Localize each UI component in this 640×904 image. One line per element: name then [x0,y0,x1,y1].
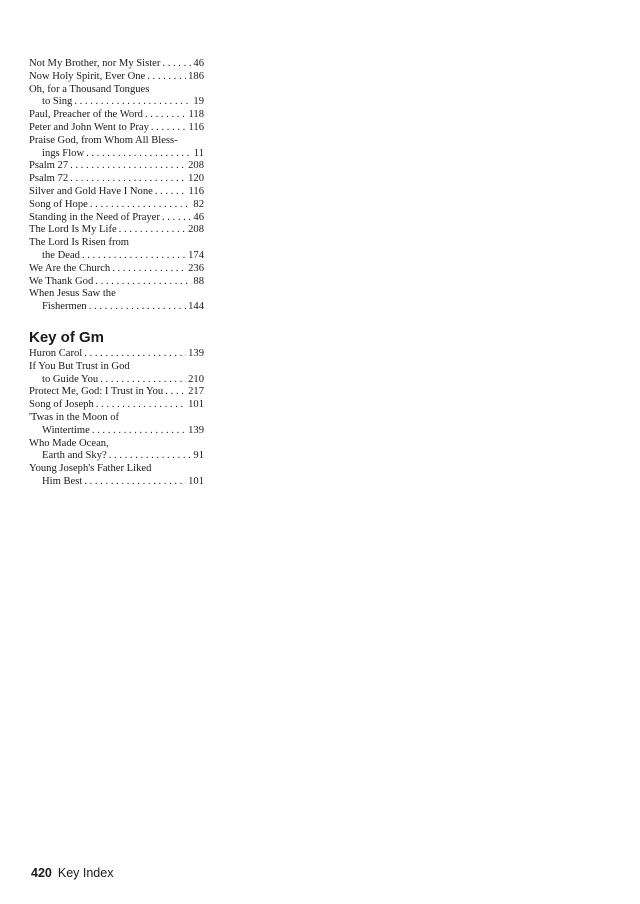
dot-leader [109,450,192,463]
dot-leader [84,476,186,489]
dot-leader [84,348,186,361]
entry-line [29,135,204,148]
index-entry [29,386,204,399]
entry-line [29,212,204,225]
index-entry [29,438,204,464]
entry-line [29,348,204,361]
index-entry [29,109,204,122]
entry-title: Wintertime [42,424,90,436]
entry-page-number: 82 [193,198,204,210]
entry-title: Who Made Ocean, [29,437,109,449]
entry-page-number: 101 [188,399,204,411]
index-entry [29,58,204,71]
dot-leader [145,109,187,122]
running-title: Key Index [57,866,114,880]
entry-page-number: 139 [188,347,204,359]
index-entry [29,122,204,135]
dot-leader [70,160,186,173]
entry-title: Young Joseph's Father Liked [29,463,152,475]
entry-title: We Are the Church [29,262,111,274]
entry-page-number: 120 [188,173,204,185]
entry-page-number: 144 [188,301,204,313]
entry-title: Praise God, from Whom All Bless- [29,134,178,146]
index-entry [29,412,204,438]
entry-title: Song of Hope [29,198,88,210]
entry-line [29,160,204,173]
entry-title: Him Best [42,475,83,487]
entry-page-number: 236 [188,262,204,274]
entry-line [29,276,204,289]
dot-leader [86,148,192,161]
index-column [29,58,204,489]
entry-page-number: 217 [188,386,204,398]
entry-line [29,186,204,199]
index-entry [29,160,204,173]
entry-page-number: 11 [193,147,204,159]
entry-page-number: 186 [188,70,204,82]
entry-title: Paul, Preacher of the Word [29,109,143,121]
entry-page-number: 101 [188,475,204,487]
entry-page-number: 208 [188,160,204,172]
entry-page-number: 118 [188,109,204,121]
entry-line [29,84,204,97]
entry-title: ings Flow [42,147,85,159]
index-entry [29,348,204,361]
entry-line [29,224,204,237]
entry-page-number: 116 [188,121,204,133]
entry-line [29,96,204,109]
index-entry [29,237,204,263]
entry-line [29,412,204,425]
entry-page-number: 174 [188,249,204,261]
dot-leader [112,263,186,276]
index-entry [29,71,204,84]
dot-leader [70,173,186,186]
section-heading: Key of Gm [29,328,105,346]
entry-line [29,438,204,451]
dot-leader [100,374,186,387]
entry-line [29,301,204,314]
index-list-2 [29,348,204,489]
entry-page-number: 88 [193,275,204,287]
entry-title: the Dead [42,249,80,261]
entry-title: Fishermen [42,301,87,313]
entry-page-number: 46 [193,211,204,223]
entry-title: Song of Joseph [29,399,94,411]
entry-line [29,263,204,276]
entry-title: When Jesus Saw the [29,288,116,300]
index-entry [29,399,204,412]
index-list-1 [29,58,204,314]
entry-title: Standing in the Need of Prayer [29,211,160,223]
index-entry [29,288,204,314]
entry-page-number: 208 [188,224,204,236]
dot-leader [165,386,186,399]
entry-line [29,173,204,186]
entry-page-number: 19 [193,96,204,108]
dot-leader [151,122,187,135]
entry-title: to Guide You [42,373,99,385]
dot-leader [82,250,186,263]
dot-leader [92,425,186,438]
page-number: 420 [31,866,52,880]
page-footer [31,866,113,880]
entry-title: The Lord Is My Life [29,224,117,236]
index-entry [29,263,204,276]
index-entry [29,135,204,161]
entry-line [29,476,204,489]
entry-title: We Thank God [29,275,94,287]
entry-title: 'Twas in the Moon of [29,411,120,423]
entry-line [29,374,204,387]
entry-line [29,399,204,412]
entry-title: to Sing [42,96,73,108]
index-entry [29,199,204,212]
index-entry [29,276,204,289]
dot-leader [89,301,186,314]
entry-title: Silver and Gold Have I None [29,185,153,197]
entry-line [29,199,204,212]
dot-leader [162,212,191,225]
entry-title: Now Holy Spirit, Ever One [29,70,146,82]
entry-line [29,386,204,399]
dot-leader [95,276,191,289]
entry-page-number: 46 [193,58,204,69]
entry-page-number: 139 [188,424,204,436]
entry-line [29,361,204,374]
entry-line [29,122,204,135]
entry-title: Psalm 27 [29,160,69,172]
entry-title: Peter and John Went to Pray [29,121,149,133]
entry-page-number: 210 [188,373,204,385]
entry-title: Psalm 72 [29,173,69,185]
index-entry [29,361,204,387]
entry-page-number: 91 [193,450,204,462]
entry-title: If You But Trust in God [29,360,130,372]
dot-leader [119,224,186,237]
entry-title: Not My Brother, nor My Sister [29,58,161,69]
index-entry [29,463,204,489]
entry-title: The Lord Is Risen from [29,237,130,249]
entry-title: Oh, for a Thousand Tongues [29,83,150,95]
entry-title: Huron Carol [29,347,83,359]
entry-line [29,148,204,161]
dot-leader [147,71,186,84]
entry-line [29,58,204,71]
index-entry [29,186,204,199]
dot-leader [74,96,191,109]
index-entry [29,224,204,237]
entry-title: Protect Me, God: I Trust in You [29,386,164,398]
index-entry [29,84,204,110]
index-entry [29,173,204,186]
entry-line [29,425,204,438]
dot-leader [155,186,187,199]
entry-line [29,250,204,263]
dot-leader [96,399,186,412]
entry-line [29,288,204,301]
dot-leader [162,58,191,71]
entry-line [29,71,204,84]
entry-line [29,109,204,122]
entry-line [29,237,204,250]
index-entry [29,212,204,225]
entry-title: Earth and Sky? [42,450,107,462]
entry-page-number: 116 [188,185,204,197]
entry-line [29,450,204,463]
entry-line [29,463,204,476]
dot-leader [90,199,192,212]
